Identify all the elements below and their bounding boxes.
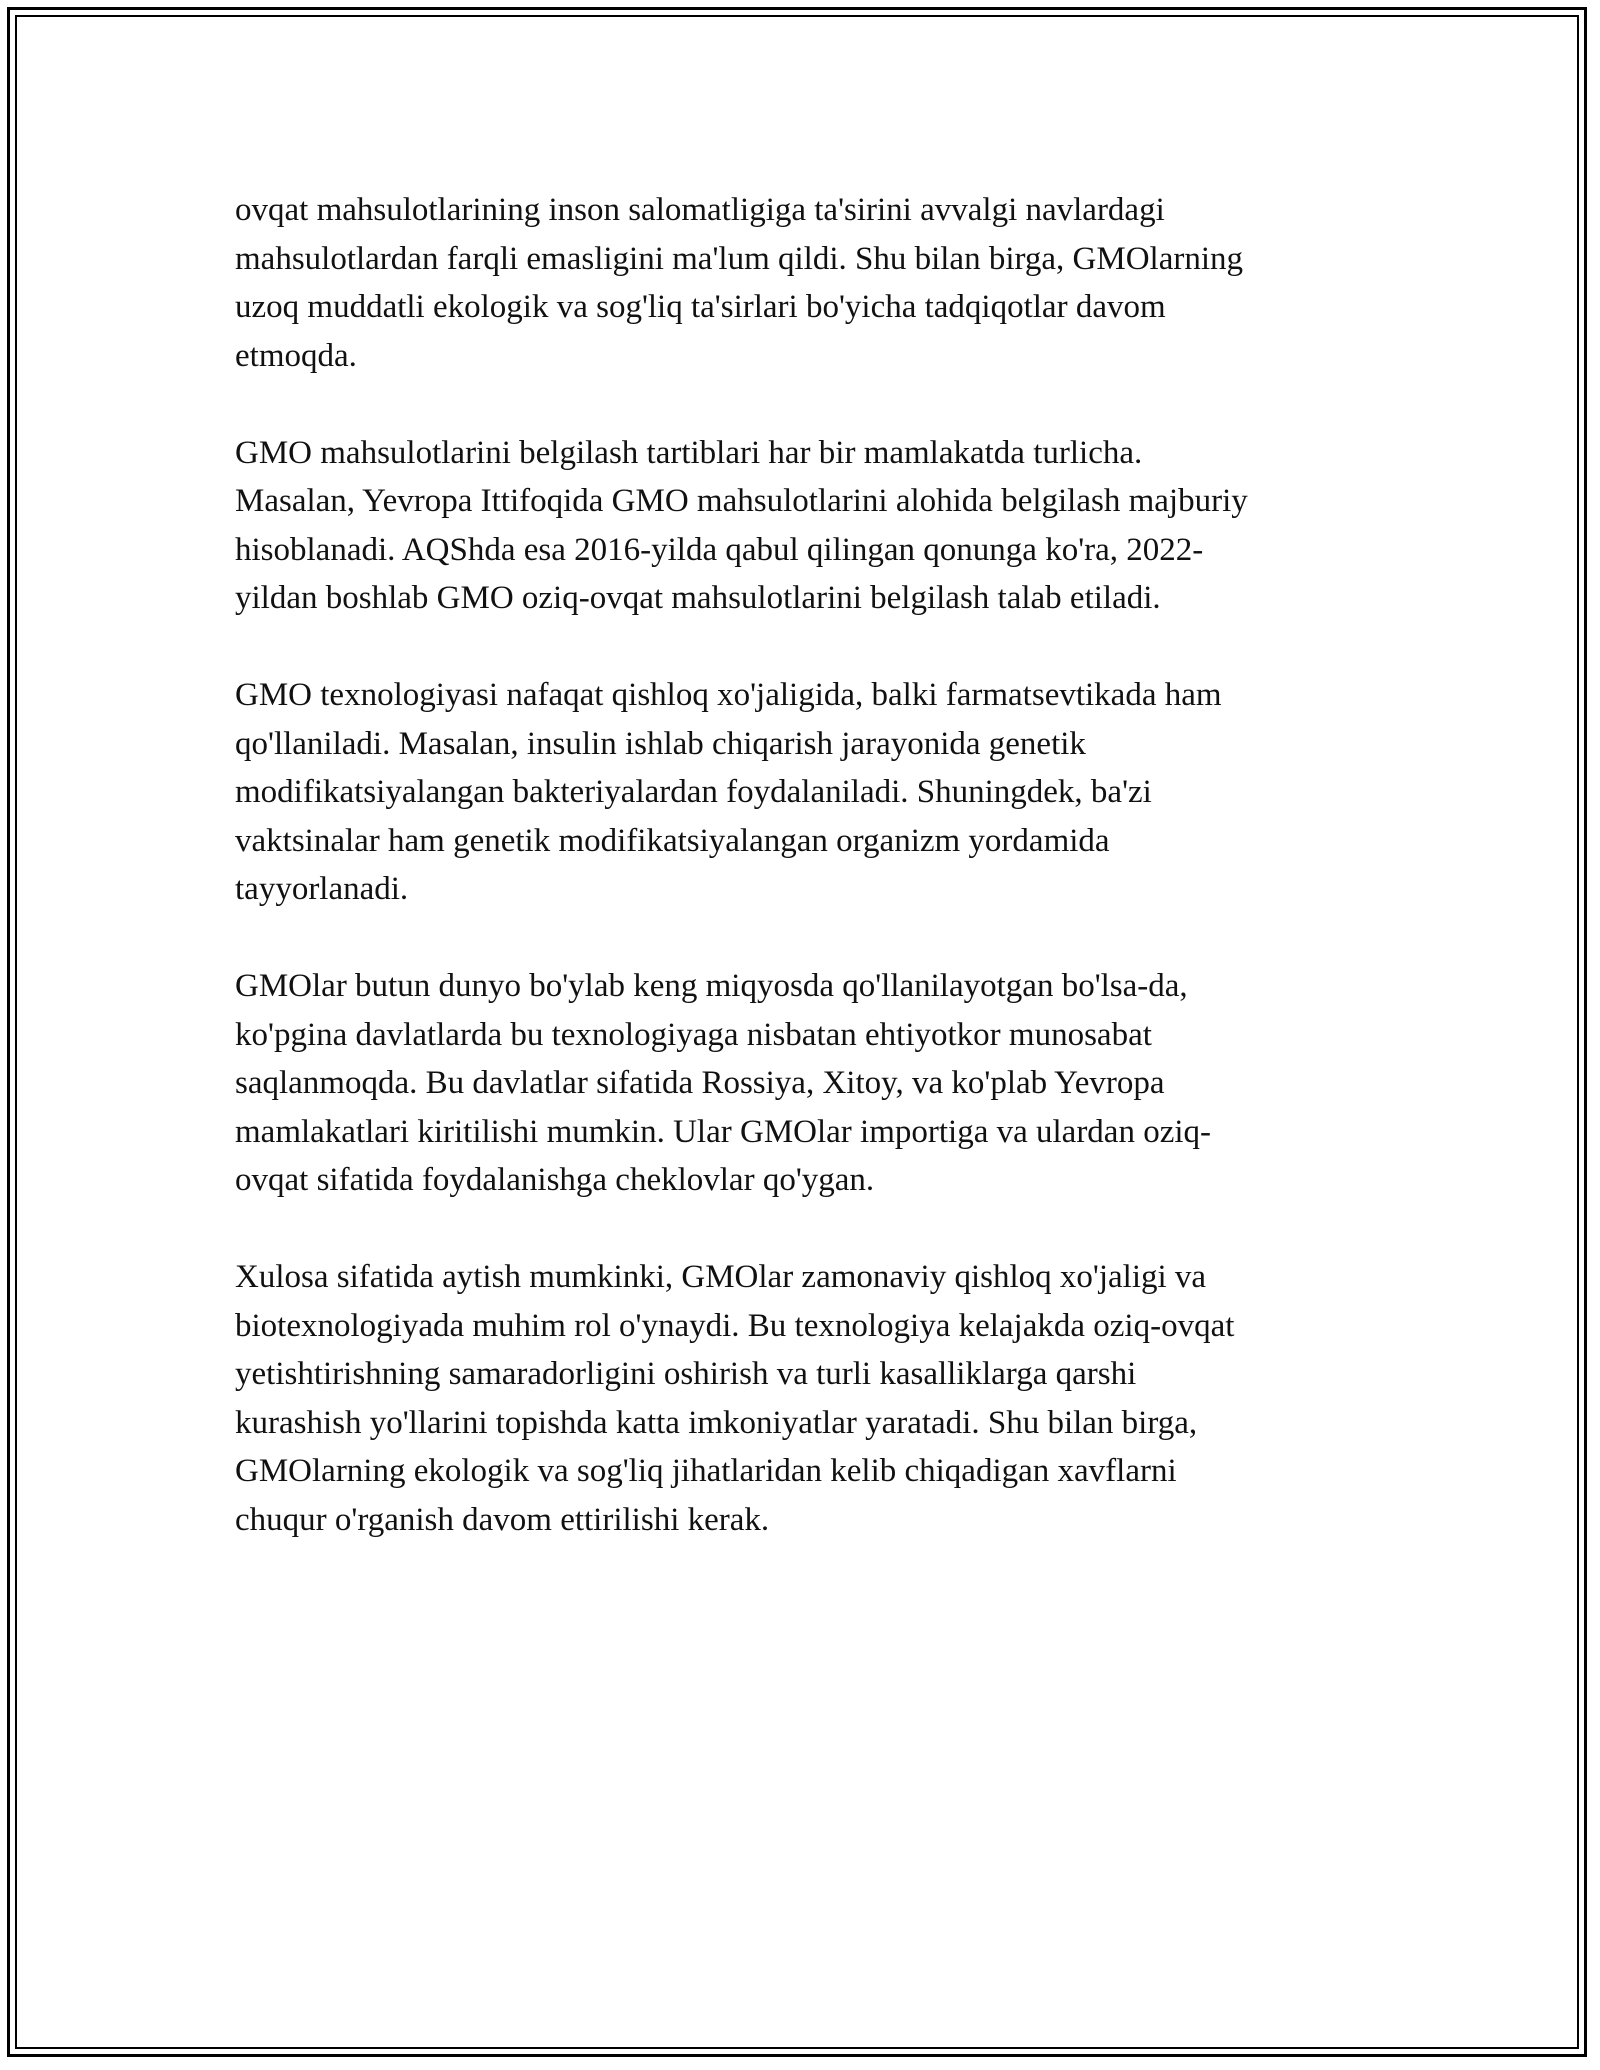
text-line: ovqat mahsulotlarining inson salomatligiga ta'sirini avvalgi navlardagi bbox=[235, 192, 1165, 228]
text-line: uzoq muddatli ekologik va sog'liq ta'sirlari bo'yicha tadqiqotlar davom bbox=[235, 289, 1166, 325]
text-line: ovqat sifatida foydalanishga cheklovlar qo'ygan. bbox=[235, 1162, 875, 1198]
text-line: GMOlarning ekologik va sog'liq jihatlaridan kelib chiqadigan xavflarni bbox=[235, 1453, 1177, 1489]
text-line: tayyorlanadi. bbox=[235, 871, 409, 907]
paragraph-4 bbox=[235, 962, 1385, 1205]
document-body bbox=[235, 186, 1385, 1593]
text-line: chuqur o'rganish davom ettirilishi kerak. bbox=[235, 1501, 770, 1538]
text-line: modifikatsiyalangan bakteriyalardan foydalaniladi. Shuningdek, ba'zi bbox=[235, 774, 1152, 810]
paragraph-1 bbox=[235, 186, 1385, 380]
text-line: mahsulotlardan farqli emasligini ma'lum qildi. Shu bilan birga, GMOlarning bbox=[235, 240, 1244, 277]
text-line: qo'llaniladi. Masalan, insulin ishlab chiqarish jarayonida genetik bbox=[235, 725, 1086, 762]
text-line: mamlakatlari kiritilishi mumkin. Ular GMOlar importiga va ulardan oziq- bbox=[235, 1113, 1212, 1150]
text-line: GMO texnologiyasi nafaqat qishloq xo'jaligida, balki farmatsevtikada ham bbox=[235, 677, 1222, 713]
text-line: biotexnologiyada muhim rol o'ynaydi. Bu texnologiya kelajakda oziq-ovqat bbox=[235, 1307, 1235, 1344]
paragraph-5 bbox=[235, 1253, 1385, 1544]
text-line: yildan boshlab GMO oziq-ovqat mahsulotlarini belgilash talab etiladi. bbox=[235, 580, 1161, 616]
text-line: ko'pgina davlatlarda bu texnologiyaga nisbatan ehtiyotkor munosabat bbox=[235, 1016, 1152, 1053]
text-line: GMOlar butun dunyo bo'ylab keng miqyosda qo'llanilayotgan bo'lsa-da, bbox=[235, 968, 1188, 1004]
text-line: vaktsinalar ham genetik modifikatsiyalangan organizm yordamida bbox=[235, 822, 1110, 859]
paragraph-3 bbox=[235, 671, 1385, 914]
text-line: Xulosa sifatida aytish mumkinki, GMOlar zamonaviy qishloq xo'jaligi va bbox=[235, 1259, 1207, 1295]
text-line: hisoblanadi. AQShda esa 2016-yilda qabul qilingan qonunga ko'ra, 2022- bbox=[235, 531, 1204, 568]
text-line: Masalan, Yevropa Ittifoqida GMO mahsulotlarini alohida belgilash majburiy bbox=[235, 483, 1248, 519]
text-line: GMO mahsulotlarini belgilash tartiblari har bir mamlakatda turlicha. bbox=[235, 434, 1143, 471]
text-line: kurashish yo'llarini topishda katta imkoniyatlar yaratadi. Shu bilan birga, bbox=[235, 1404, 1198, 1441]
paragraph-2 bbox=[235, 429, 1385, 623]
text-line: yetishtirishning samaradorligini oshirish va turli kasalliklarga qarshi bbox=[235, 1356, 1137, 1392]
text-line: etmoqda. bbox=[235, 337, 357, 374]
text-line: saqlanmoqda. Bu davlatlar sifatida Rossiya, Xitoy, va ko'plab Yevropa bbox=[235, 1065, 1165, 1101]
